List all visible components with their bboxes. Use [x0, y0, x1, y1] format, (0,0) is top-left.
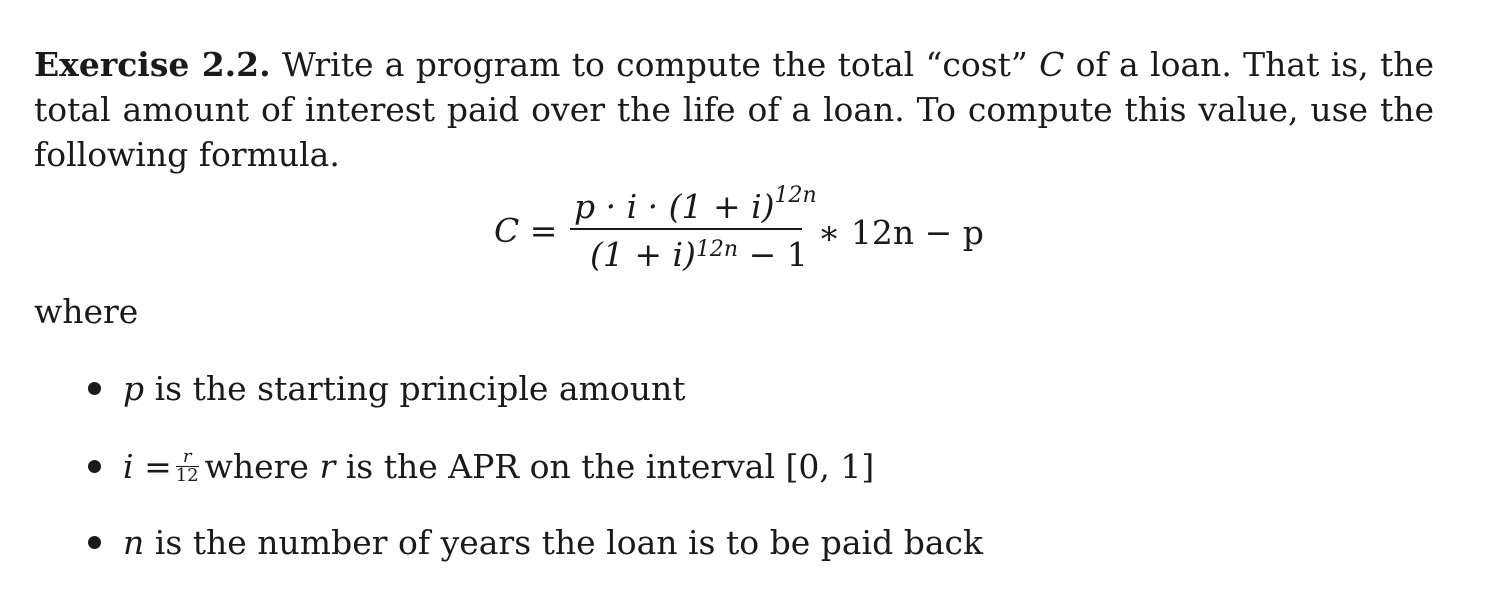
- numerator-exponent: 12n: [774, 183, 817, 208]
- bullet-text: is the starting principle amount: [154, 369, 686, 408]
- cost-formula: [456, 176, 1056, 276]
- list-item: [88, 523, 983, 563]
- fraction-numerator: r: [176, 448, 199, 467]
- formula-rhs: ∗ 12n − p: [818, 213, 984, 252]
- var-p: p: [123, 369, 145, 408]
- r-over-12-fraction: [175, 445, 199, 486]
- intro-text-2: of a loan. That is, the total amount of interest paid over the life of a loan. To compute this value, use the following formula.: [34, 45, 1434, 174]
- list-item: [88, 369, 686, 409]
- formula-denominator: [590, 235, 808, 274]
- equals-sign: =: [144, 447, 172, 486]
- bullet-icon: [88, 460, 101, 473]
- var-i: i: [123, 447, 134, 486]
- fraction-bar: [570, 228, 802, 230]
- fraction-denominator: 12: [175, 464, 199, 486]
- var-n: n: [123, 523, 145, 562]
- numerator-base: p · i · (1 + i): [574, 187, 775, 226]
- formula-numerator: [574, 183, 817, 226]
- exercise-label: Exercise 2.2.: [34, 45, 271, 84]
- exercise-paragraph: [34, 42, 1434, 177]
- bullet-text: is the number of years the loan is to be paid back: [154, 523, 983, 562]
- formula-lhs: C =: [494, 211, 558, 250]
- bullet-icon: [88, 382, 101, 395]
- bullet-text: is the APR on the interval [0, 1]: [345, 447, 875, 486]
- exercise-block: [34, 42, 1434, 177]
- denominator-base: (1 + i): [590, 235, 696, 274]
- list-item: [88, 447, 874, 488]
- intro-text-1: Write a program to compute the total “cost”: [281, 45, 1028, 84]
- cost-symbol: C: [1039, 45, 1065, 84]
- denominator-tail: − 1: [748, 235, 808, 274]
- where-label: where: [34, 292, 139, 331]
- var-r: r: [319, 447, 336, 486]
- bullet-text-where: where: [204, 447, 309, 486]
- denominator-exponent: 12n: [695, 237, 739, 262]
- bullet-icon: [88, 536, 101, 549]
